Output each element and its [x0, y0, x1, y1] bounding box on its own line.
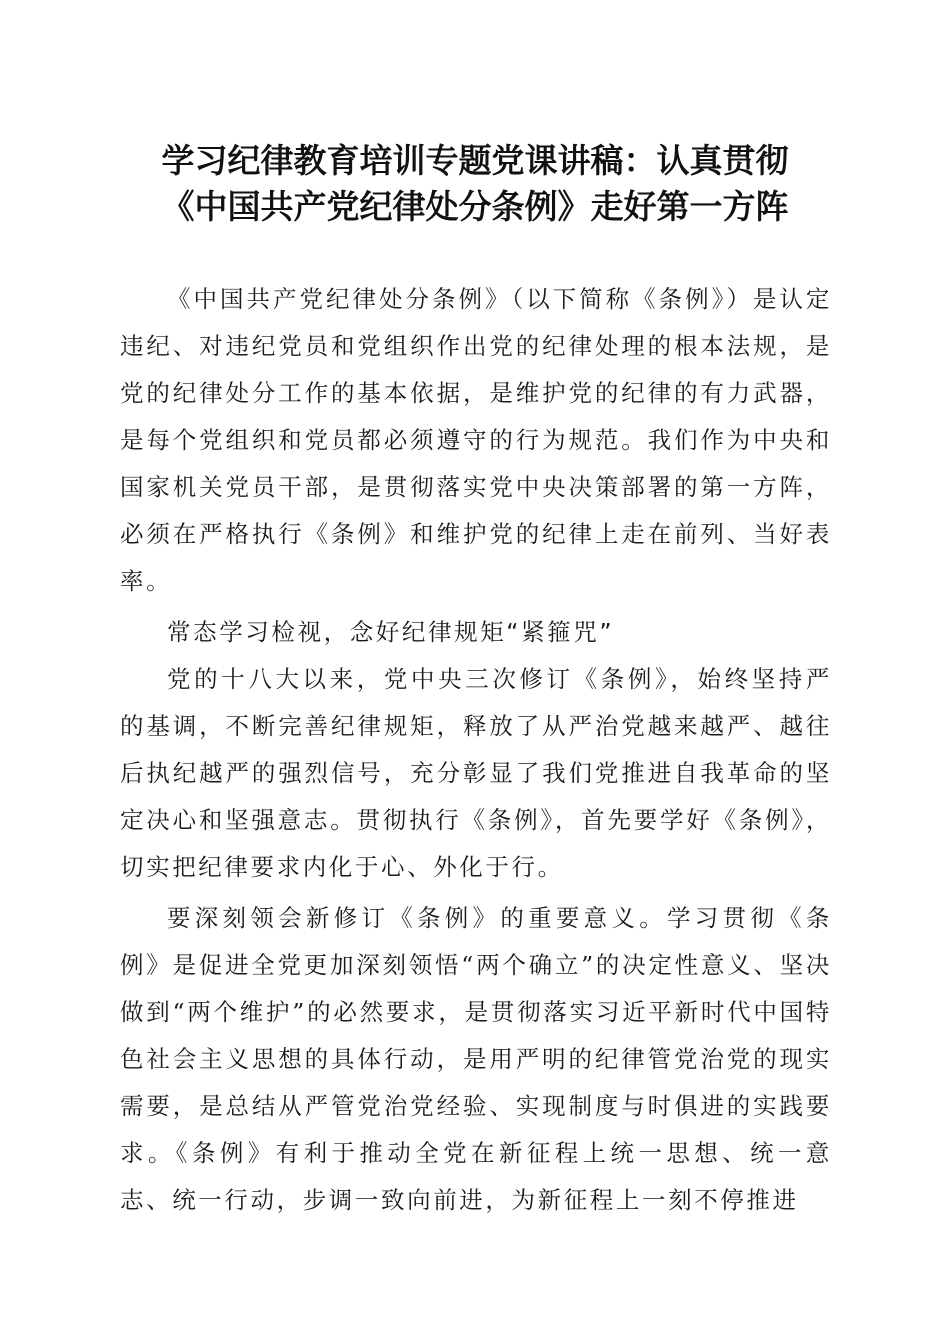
title-line-1: 学习纪律教育培训专题党课讲稿：认真贯彻	[161, 141, 789, 180]
section-heading: 常态学习检视，念好纪律规矩“紧箍咒”	[167, 618, 615, 646]
title-line-2: 《中国共产党纪律处分条例》走好第一方阵	[161, 187, 789, 226]
paragraph-intro: 《中国共产党纪律处分条例》（以下简称《条例》）是认定违纪、对违纪党员和党组织作出党的纪律处理的根本法规，是党的纪律处分工作的基本依据，是维护党的纪律的有力武器，是每个党组织和党员都必须遵守的行为规范。我们作为中央和国家机关党员干部，是贯彻落实党中央决策部署的第一方阵，必须在严格执行《条例》和维护党的纪律上走在前列、当好表率。	[120, 285, 832, 595]
document-body	[120, 276, 832, 1224]
document-title	[100, 138, 850, 230]
paragraph-significance: 要深刻领会新修订《条例》的重要意义。学习贯彻《条例》是促进全党更加深刻领悟“两个确立”的决定性意义、坚决做到“两个维护”的必然要求，是贯彻落实习近平新时代中国特色社会主义思想的具体行动，是用严明的纪律管党治党的现实需要，是总结从严管党治党经验、实现制度与时俱进的实践要求。《条例》有利于推动全党在新征程上统一思想、统一意志、统一行动，步调一致向前进，为新征程上一刻不停推进	[120, 904, 832, 1214]
paragraph-background: 党的十八大以来，党中央三次修订《条例》，始终坚持严的基调，不断完善纪律规矩，释放了从严治党越来越严、越往后执纪越严的强烈信号，充分彰显了我们党推进自我革命的坚定决心和坚强意志。贯彻执行《条例》，首先要学好《条例》，切实把纪律要求内化于心、外化于行。	[120, 665, 832, 881]
